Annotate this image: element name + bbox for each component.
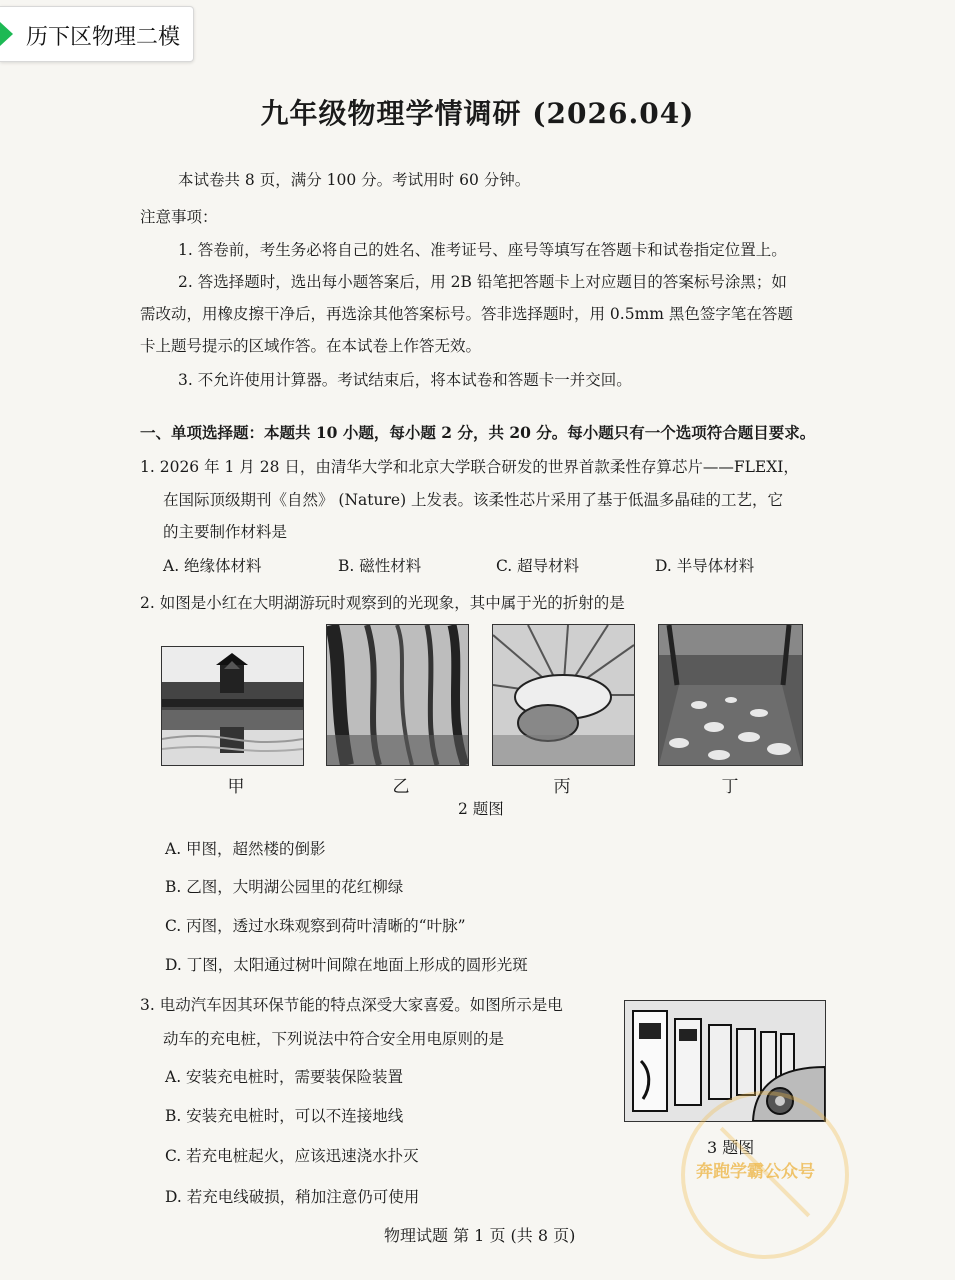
q2-figure-ding xyxy=(658,624,803,766)
light-spots-image xyxy=(659,625,802,765)
willow-trees-image xyxy=(327,625,468,765)
note-line: 3. 不允许使用计算器。考试结束后，将本试卷和答题卡一并交回。 xyxy=(178,371,632,389)
tag-label: 历下区物理二模 xyxy=(26,25,181,50)
q2-option-c: C. 丙图，透过水珠观察到荷叶清晰的“叶脉” xyxy=(165,917,466,935)
q3-stem-line: 3. 电动汽车因其环保节能的特点深受大家喜爱。如图所示是电 xyxy=(140,996,563,1014)
note-line: 需改动，用橡皮擦干净后，再选涂其他答案标号。答非选择题时，用 0.5mm 黑色签字笔在答题 xyxy=(140,305,793,323)
tag-arrow-icon xyxy=(0,22,13,46)
page-footer: 物理试题 第 1 页 (共 8 页) xyxy=(384,1226,576,1245)
q2-stem: 2. 如图是小红在大明湖游玩时观察到的光现象，其中属于光的折射的是 xyxy=(140,594,625,612)
q3-option-b: B. 安装充电桩时，可以不连接地线 xyxy=(165,1107,404,1125)
figure-label-yi: 乙 xyxy=(392,777,410,797)
section-heading: 一、单项选择题：本题共 10 小题，每小题 2 分，共 20 分。每小题只有一个选项符合题目要求。 xyxy=(140,423,816,442)
q1-option-d: D. 半导体材料 xyxy=(655,557,755,575)
q1-option-a: A. 绝缘体材料 xyxy=(163,557,262,575)
lotus-leaf-drop-image xyxy=(493,625,634,765)
q1-stem-line: 在国际顶级期刊《自然》 (Nature) 上发表。该柔性芯片采用了基于低温多晶硅的工艺，它 xyxy=(163,491,784,509)
q3-figure-caption: 3 题图 xyxy=(707,1138,755,1157)
q2-option-a: A. 甲图，超然楼的倒影 xyxy=(165,840,326,858)
q2-figure-caption: 2 题图 xyxy=(458,800,504,818)
figure-label-bing: 丙 xyxy=(553,777,571,797)
page-title: 九年级物理学情调研 (2026.04) xyxy=(260,97,695,130)
q3-option-a: A. 安装充电桩时，需要装保险装置 xyxy=(165,1068,404,1086)
notes-heading: 注意事项： xyxy=(140,208,218,226)
q2-figure-bing xyxy=(492,624,635,766)
figure-label-jia: 甲 xyxy=(227,777,245,797)
figure-label-ding: 丁 xyxy=(721,777,739,797)
pavilion-reflection-image xyxy=(162,647,303,765)
note-line: 卡上题号提示的区域作答。在本试卷上作答无效。 xyxy=(140,337,482,355)
q2-option-b: B. 乙图，大明湖公园里的花红柳绿 xyxy=(165,878,404,896)
note-line: 2. 答选择题时，选出每小题答案后，用 2B 铅笔把答题卡上对应题目的答案标号涂黑；如 xyxy=(178,273,787,291)
q3-option-c: C. 若充电桩起火，应该迅速浇水扑灭 xyxy=(165,1147,419,1165)
q3-option-d: D. 若充电线破损，稍加注意仍可使用 xyxy=(165,1188,420,1206)
q1-stem-line: 的主要制作材料是 xyxy=(163,523,288,541)
watermark-text: 奔跑学霸公众号 xyxy=(696,1162,815,1182)
note-line: 1. 答卷前，考生务必将自己的姓名、准考证号、座号等填写在答题卡和试卷指定位置上。 xyxy=(178,241,787,259)
q1-option-c: C. 超导材料 xyxy=(496,557,580,575)
q2-figure-jia xyxy=(161,646,304,766)
q2-option-d: D. 丁图，太阳通过树叶间隙在地面上形成的圆形光斑 xyxy=(165,956,528,974)
q3-stem-line: 动车的充电桩，下列说法中符合安全用电原则的是 xyxy=(163,1030,505,1048)
q2-figure-yi xyxy=(326,624,469,766)
q1-option-b: B. 磁性材料 xyxy=(338,557,422,575)
doc-tag xyxy=(0,6,194,62)
q1-stem-line: 1. 2026 年 1 月 28 日，由清华大学和北京大学联合研发的世界首款柔性存算芯片——FLEXI， xyxy=(140,458,799,476)
intro-text: 本试卷共 8 页，满分 100 分。考试用时 60 分钟。 xyxy=(178,171,531,189)
